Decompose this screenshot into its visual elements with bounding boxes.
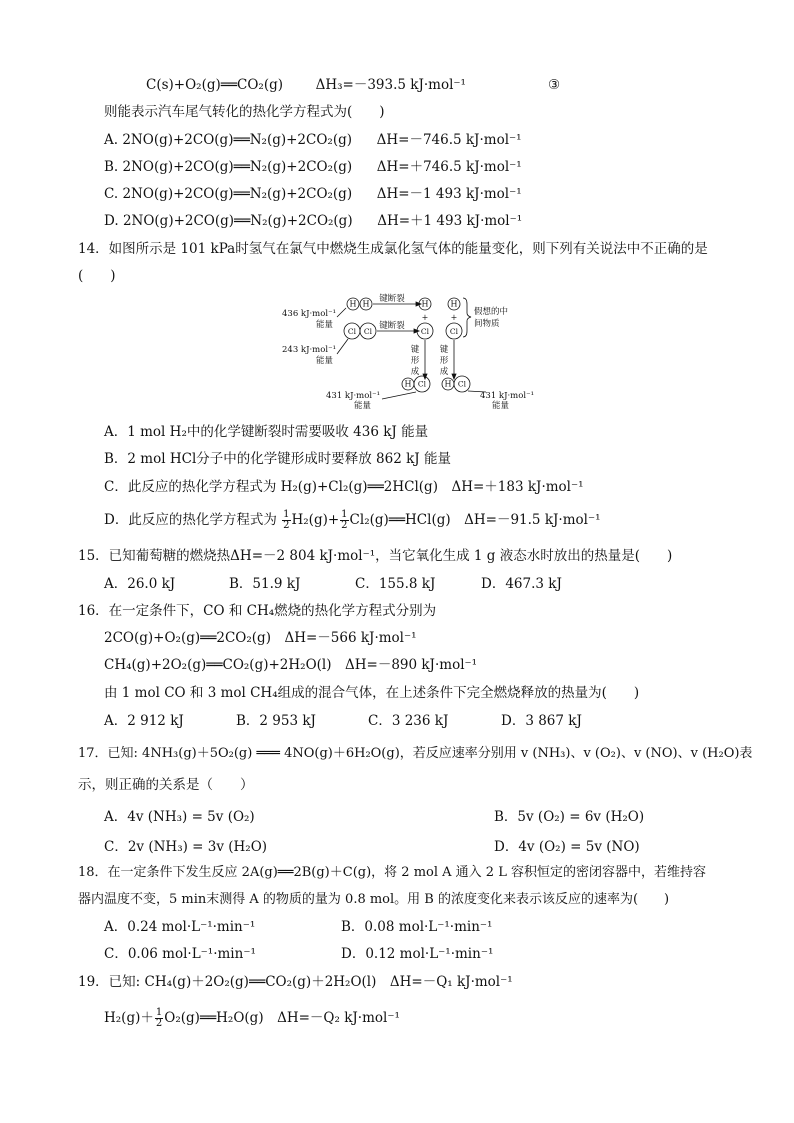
energy-436: 436 kJ·mol⁻¹ [282, 309, 336, 319]
q19-stem: 19．已知: CH₄(g)＋2O₂(g)══CO₂(g)＋2H₂O(l) ΔH=－Q₁ kJ·mol⁻¹ [78, 974, 513, 990]
svg-text:Cl: Cl [457, 379, 467, 389]
equation-3-lhs: C(s)+O₂(g)══CO₂(g) [146, 77, 283, 93]
svg-text:Cl: Cl [417, 379, 427, 389]
q15-option-b[interactable]: B．51.9 kJ [229, 576, 301, 592]
q18-option-c[interactable]: C．0.06 mol·L⁻¹·min⁻¹ [104, 946, 256, 962]
q15-stem: 15．已知葡萄糖的燃烧热ΔH=－2 804 kJ·mol⁻¹，当它氧化生成 1 g 液态水时放出的热量是( ) [78, 548, 673, 564]
q13-option-d[interactable]: D. 2NO(g)+2CO(g)══N₂(g)+2CO₂(g) ΔH=＋1 493 kJ·mol⁻¹ [104, 213, 523, 229]
svg-text:Cl: Cl [347, 327, 357, 336]
svg-text:键: 键 [410, 345, 420, 355]
q18-option-d[interactable]: D．0.12 mol·L⁻¹·min⁻¹ [341, 946, 494, 962]
q16-stem: 16．在一定条件下，CO 和 CH₄燃烧的热化学方程式分别为 [78, 603, 437, 619]
q14-option-b[interactable]: B．2 mol HCl分子中的化学键形成时要释放 862 kJ 能量 [104, 451, 451, 467]
svg-text:能量: 能量 [492, 401, 510, 411]
energy-243: 243 kJ·mol⁻¹ [282, 345, 336, 355]
q17-option-a[interactable]: A．4v (NH₃) = 5v (O₂) [104, 809, 255, 825]
equation-3-mark: ③ [548, 77, 561, 93]
hypothetical-label-2: 间物质 [474, 319, 500, 329]
q16-question: 由 1 mol CO 和 3 mol CH₄组成的混合气体，在上述条件下完全燃烧释放的热量为( ) [104, 685, 640, 701]
svg-text:H: H [444, 379, 452, 389]
q17-stem-line1: 17．已知: 4NH₃(g)＋5O₂(g) ═══ 4NO(g)＋6H₂O(g)，若反应速率分别用 v (NH₃)、v (O₂)、v (NO)、v (H₂O)表 [78, 746, 753, 761]
q15-option-d[interactable]: D．467.3 kJ [481, 576, 562, 592]
q14-stem-line2: ( ) [78, 268, 116, 284]
q16-eq2: CH₄(g)+2O₂(g)══CO₂(g)+2H₂O(l) ΔH=－890 kJ·mol⁻¹ [104, 657, 478, 673]
q13-stem: 则能表示汽车尾气转化的热化学方程式为( ) [104, 104, 385, 120]
q17-option-b[interactable]: B．5v (O₂) = 6v (H₂O) [494, 809, 645, 825]
fraction: $\frac{1}{2}$ [283, 509, 290, 531]
q14-stem-line1: 14．如图所示是 101 kPa时氢气在氯气中燃烧生成氯化氢气体的能量变化，则下列有关说法中不正确的是 [78, 241, 708, 257]
fraction: $\frac{1}{2}$ [155, 1007, 163, 1029]
energy-431-right: 431 kJ·mol⁻¹ [480, 391, 534, 401]
hypothetical-label-1: 假想的中 [474, 307, 509, 317]
q13-option-a[interactable]: A. 2NO(g)+2CO(g)══N₂(g)+2CO₂(g) ΔH=－746.5 kJ·mol⁻¹ [104, 132, 522, 148]
svg-text:能量: 能量 [316, 320, 334, 330]
q18-option-b[interactable]: B．0.08 mol·L⁻¹·min⁻¹ [341, 919, 493, 935]
q18-stem-line1: 18．在一定条件下发生反应 2A(g)══2B(g)＋C(g)，将 2 mol A 通入 2 L 容积恒定的密闭容器中，若维持容 [78, 865, 706, 880]
svg-text:+: + [450, 313, 458, 322]
q14-option-a[interactable]: A．1 mol H₂中的化学键断裂时需要吸收 436 kJ 能量 [104, 424, 429, 440]
energy-431-left: 431 kJ·mol⁻¹ [326, 391, 380, 401]
q15-option-a[interactable]: A．26.0 kJ [104, 576, 176, 592]
q19-eq2: H₂(g)＋ $\frac{1}{2}$ O₂(g)══H₂O(g) ΔH=－Q₂ kJ·mol⁻¹ [104, 1007, 400, 1029]
svg-text:成: 成 [439, 367, 449, 377]
q16-option-d[interactable]: D．3 867 kJ [501, 713, 582, 729]
q17-stem-line2: 示，则正确的关系是（ ） [78, 777, 254, 793]
q15-option-c[interactable]: C．155.8 kJ [355, 576, 436, 592]
q17-option-d[interactable]: D．4v (O₂) = 5v (NO) [494, 839, 640, 855]
q16-option-a[interactable]: A．2 912 kJ [104, 713, 184, 729]
q14-option-d[interactable]: D．此反应的热化学方程式为 $\frac{1}{2}$ H₂(g)+ $\frac{1}{2}$ Cl₂(g)══HCl(g) ΔH=－91.5 kJ·mol⁻¹ [104, 509, 601, 531]
q16-eq1: 2CO(g)+O₂(g)══2CO₂(g) ΔH=－566 kJ·mol⁻¹ [104, 630, 417, 646]
equation-3-dh: ΔH₃=－393.5 kJ·mol⁻¹ [315, 77, 466, 93]
q13-option-c[interactable]: C. 2NO(g)+2CO(g)══N₂(g)+2CO₂(g) ΔH=－1 493 kJ·mol⁻¹ [104, 186, 522, 202]
atom-label: H [349, 299, 357, 309]
svg-text:成: 成 [410, 367, 420, 377]
svg-text:Cl: Cl [449, 327, 459, 336]
svg-text:Cl: Cl [363, 327, 373, 336]
svg-text:能量: 能量 [316, 356, 334, 366]
svg-text:H: H [404, 379, 412, 389]
q18-option-a[interactable]: A．0.24 mol·L⁻¹·min⁻¹ [104, 919, 256, 935]
q16-option-b[interactable]: B．2 953 kJ [236, 713, 316, 729]
q13-option-b[interactable]: B. 2NO(g)+2CO(g)══N₂(g)+2CO₂(g) ΔH=＋746.5 kJ·mol⁻¹ [104, 159, 522, 175]
fraction: $\frac{1}{2}$ [341, 509, 348, 531]
svg-text:形: 形 [439, 356, 449, 366]
svg-text:H: H [421, 299, 429, 309]
energy-diagram [282, 294, 534, 412]
equation-3 [146, 76, 466, 94]
bond-break-label: 键断裂 [379, 294, 405, 304]
svg-text:形: 形 [410, 356, 420, 366]
svg-text:H: H [450, 299, 458, 309]
svg-text:能量: 能量 [354, 401, 372, 411]
svg-text:键断裂: 键断裂 [379, 321, 405, 331]
q14-option-c[interactable]: C．此反应的热化学方程式为 H₂(g)+Cl₂(g)══2HCl(g) ΔH=＋183 kJ·mol⁻¹ [104, 479, 584, 495]
q18-stem-line2: 器内温度不变，5 min末测得 A 的物质的量为 0.8 mol。用 B 的浓度变化来表示该反应的速率为( ) [78, 892, 670, 907]
q16-option-c[interactable]: C．3 236 kJ [368, 713, 449, 729]
svg-text:+: + [421, 313, 429, 322]
svg-text:键: 键 [439, 345, 449, 355]
svg-text:Cl: Cl [420, 327, 430, 336]
svg-text:H: H [362, 299, 370, 309]
q17-option-c[interactable]: C．2v (NH₃) = 3v (H₂O) [104, 839, 268, 855]
